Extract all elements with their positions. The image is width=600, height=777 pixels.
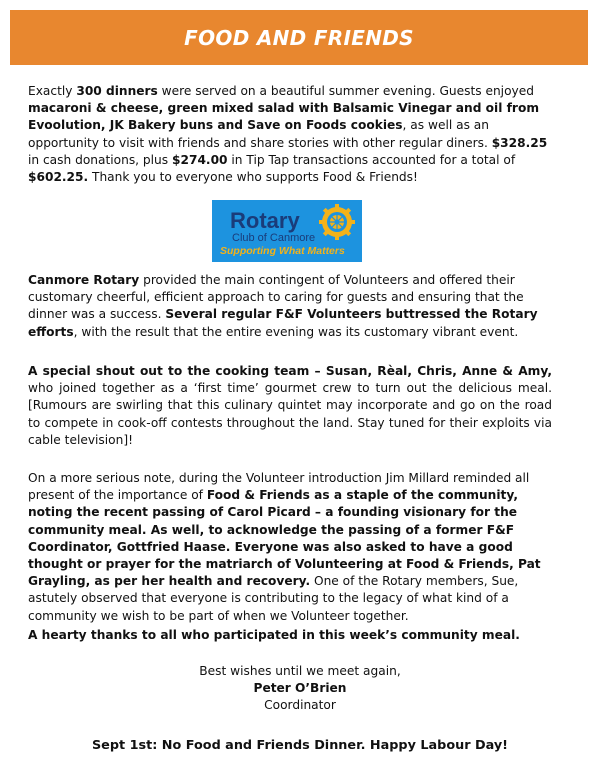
text-span: in Tip Tap transactions accounted for a total of [227, 152, 516, 167]
text-span: On a more serious note, during the Volunteer introduction Jim Millard reminded all present of the importance of [28, 471, 530, 503]
paragraph-cooking-team [28, 363, 552, 449]
footer-notice: Sept 1st: No Food and Friends Dinner. Happy Labour Day! [91, 738, 509, 753]
text-span: in cash donations, plus [28, 152, 173, 167]
text-span: were served on a beautiful summer evening. Guests enjoyed [157, 84, 534, 98]
text-span: , as well as an opportunity to visit with friends and share stories with other regular diners. [28, 118, 492, 150]
page-title: FOOD AND FRIENDS [184, 25, 414, 50]
header-banner [10, 10, 588, 65]
paragraph-thanks [28, 627, 552, 644]
text-span: Exactly [28, 84, 77, 98]
bold-span: macaroni & cheese, green mixed salad with Balsamic Vinegar and oil from Evoolution, JK Bakery buns and Save on Foods cookies [28, 101, 540, 133]
rotary-wheel-icon [319, 204, 355, 240]
closing-signature [0, 663, 600, 715]
text-span: Thank you to everyone who supports Food & Friends! [88, 170, 418, 185]
bold-span: 300 dinners [76, 84, 158, 98]
signer-name: Peter O’Brien [253, 681, 347, 696]
paragraph-rotary-volunteers [28, 272, 552, 341]
bold-span: $602.25. [28, 170, 89, 185]
text-span: provided the main contingent of Volunteers and offered their customary cheerful, efficient approach to caring for guests and ensuring that the dinner was a success. [28, 273, 524, 322]
paragraph-community-note [28, 470, 552, 625]
signer-role: Coordinator [264, 698, 336, 713]
bold-span: $328.25 [491, 135, 548, 150]
logo-name: Rotary [230, 208, 300, 233]
bold-span: A hearty thanks to all who participated in this week’s community meal. [28, 628, 520, 642]
bold-span: Food & Friends as a staple of the community, noting the recent passing of Carol Picard – a founding visionary for the community meal. As well, to acknowledge the passing of a former F&F Coordinator, Gottfried Haase. Everyone was also asked to have a good thought or prayer for the matriarch of Volunteering at Food & Friends, Pat Grayling, as per her health and recovery. [28, 488, 541, 589]
logo-subtitle: Club of Canmore [232, 232, 316, 244]
bold-span: Canmore Rotary [28, 273, 140, 287]
rotary-logo [212, 200, 362, 262]
paragraph-dinner-summary [28, 83, 552, 186]
bold-span: A special shout out to the cooking team – Susan, Rèal, Chris, Anne & Amy, [28, 364, 552, 378]
bold-span: $274.00 [172, 152, 228, 167]
text-span: One of the Rotary members, Sue, astutely observed that everyone is contributing to the legacy of what kind of a community we wish to be part of when we Volunteer together. [28, 574, 519, 623]
bold-span: Several regular F&F Volunteers buttressed the Rotary efforts [28, 307, 538, 339]
text-span: , with the result that the entire evening was its customary vibrant event. [73, 324, 519, 339]
closing-line: Best wishes until we meet again, [199, 664, 401, 678]
text-span: who joined together as a ‘first time’ gourmet crew to turn out the delicious meal. [Rumours are swirling that this culinary quintet may incorporate and go on the road to compete in cook-off contests throughout the land. Stay tuned for their exploits via cable television]! [28, 381, 552, 447]
logo-tagline: Supporting What Matters [220, 245, 345, 257]
rotary-logo-graphic [212, 200, 362, 262]
